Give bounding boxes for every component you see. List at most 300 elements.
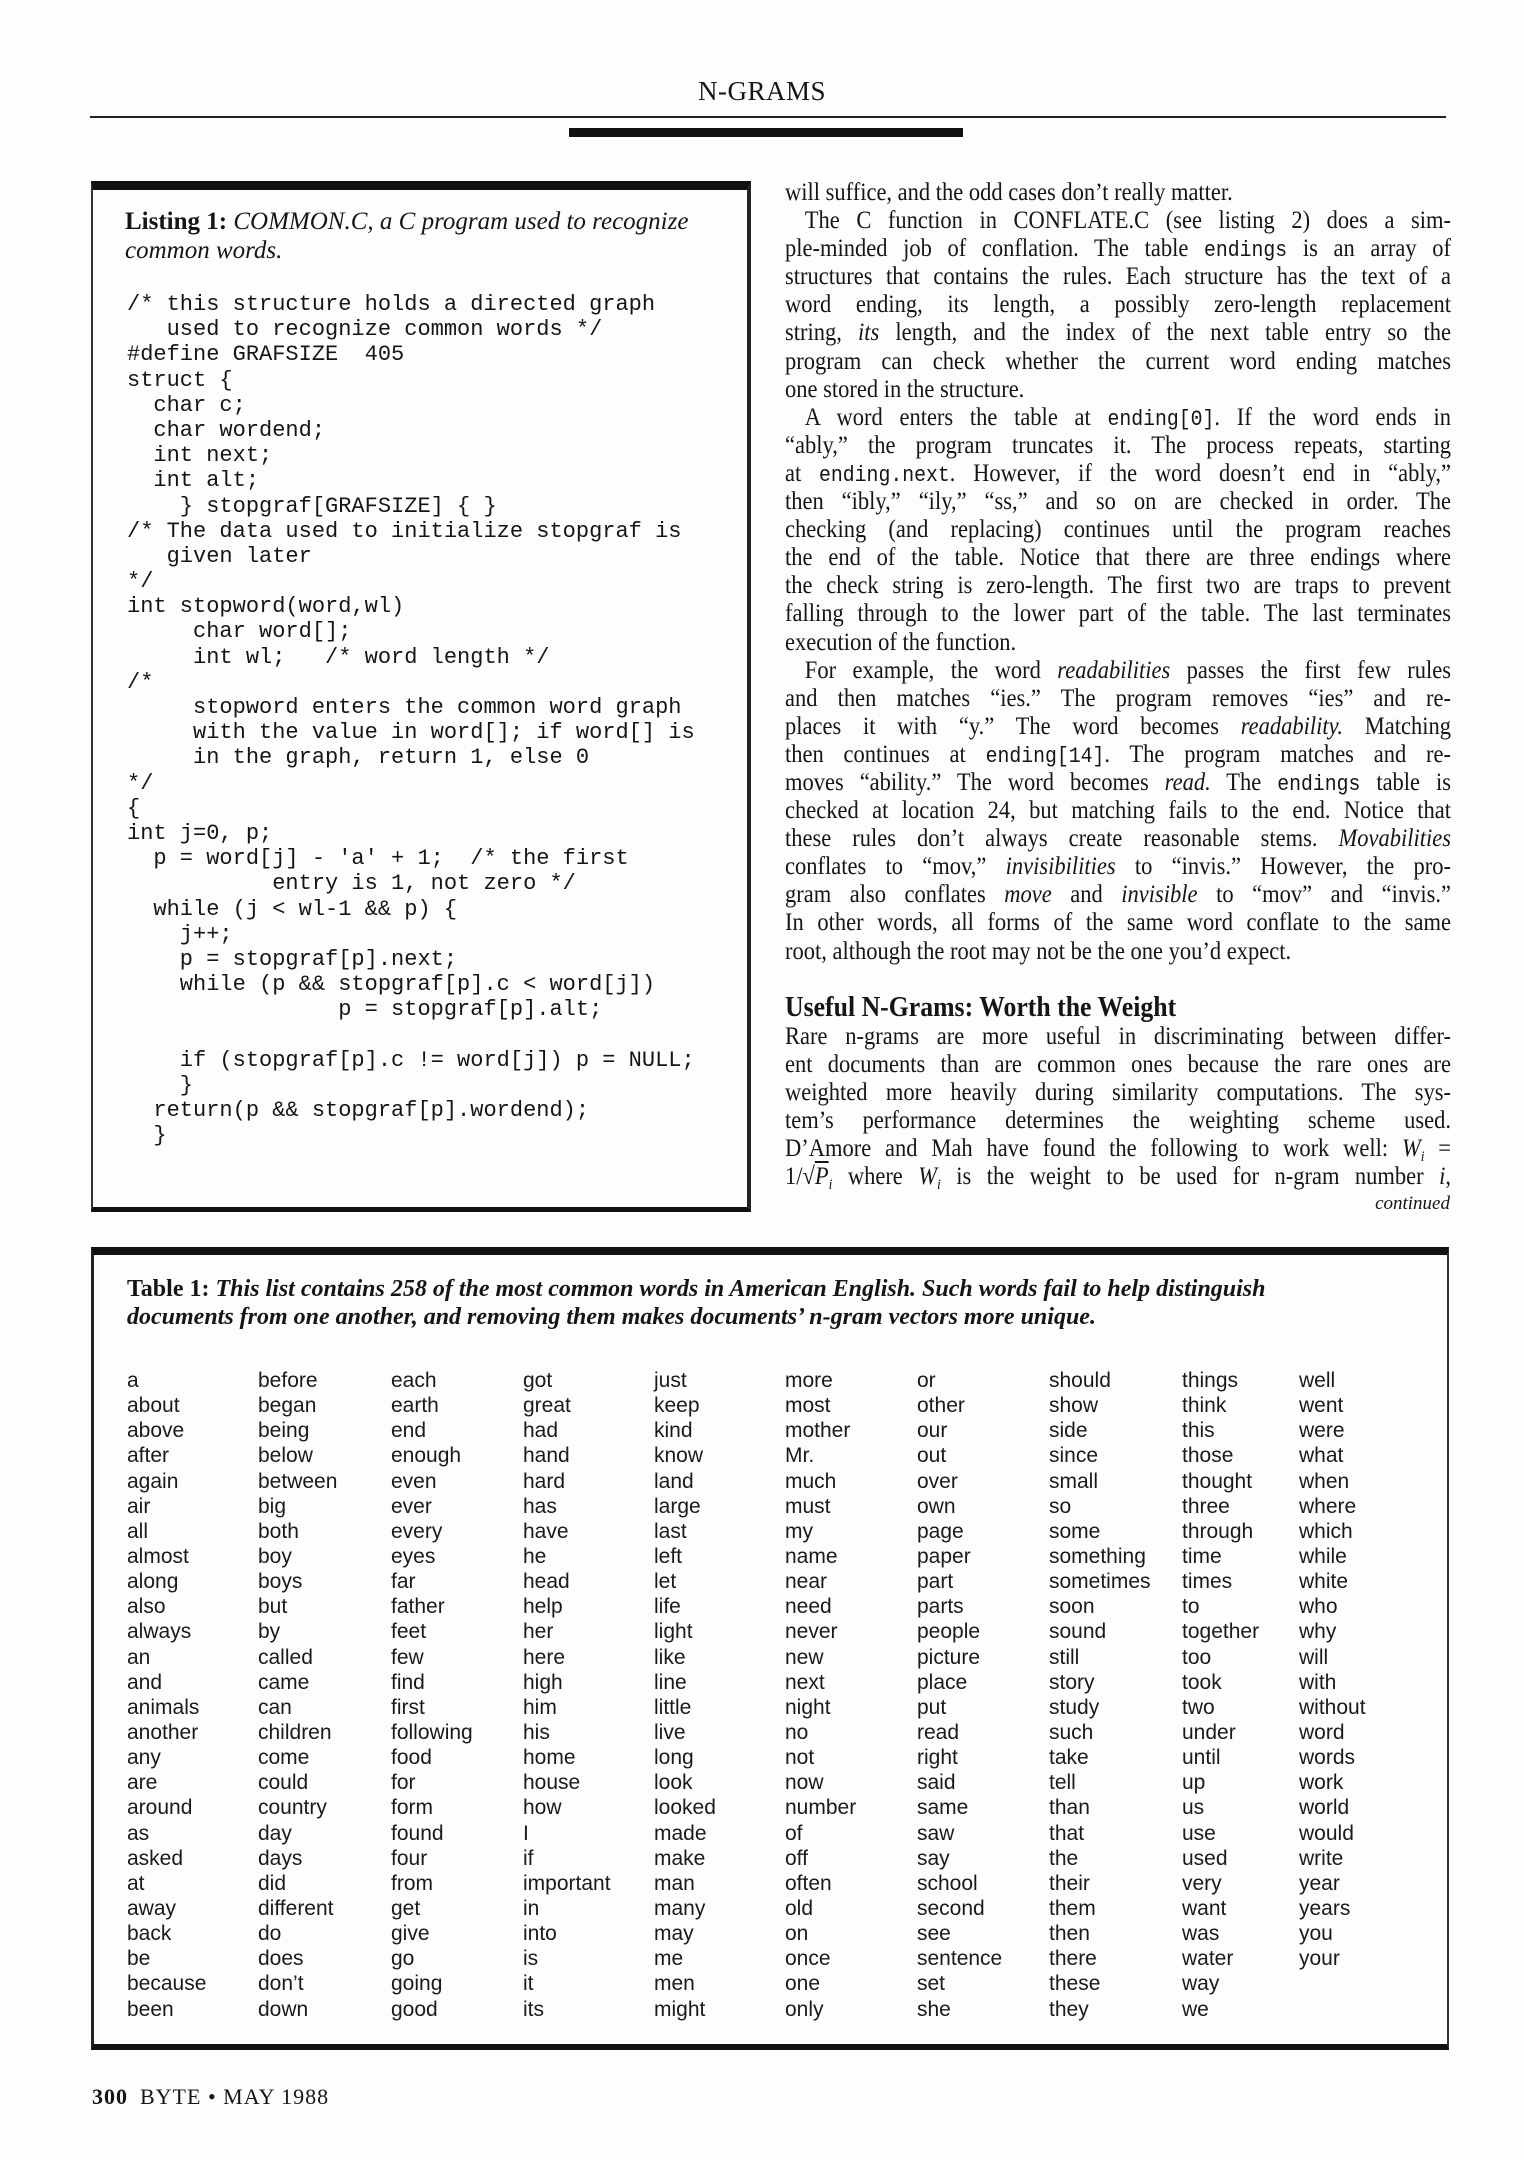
- common-word: when: [1299, 1469, 1350, 1493]
- common-word: called: [258, 1645, 313, 1669]
- radicand: P: [814, 1163, 829, 1191]
- common-word: only: [785, 1997, 824, 2021]
- common-word: set: [917, 1972, 946, 1996]
- text-line: [785, 544, 1451, 572]
- common-word: kind: [654, 1419, 693, 1443]
- code-line: p = stopgraf[p].next;: [127, 946, 458, 972]
- code-listing: [127, 292, 695, 1148]
- code-line: } stopgraf[GRAFSIZE] { }: [127, 493, 497, 519]
- text-line: [785, 769, 1451, 797]
- text-line: [785, 235, 1451, 263]
- common-word: one: [785, 1972, 821, 1996]
- common-word: own: [917, 1494, 956, 1518]
- text-line: [785, 938, 1451, 966]
- common-word: since: [1049, 1444, 1099, 1468]
- common-word: look: [654, 1771, 693, 1795]
- common-word: off: [785, 1846, 808, 1870]
- word-column: [785, 1368, 856, 2022]
- text-run: string,: [785, 319, 859, 347]
- common-word: once: [785, 1947, 831, 1971]
- common-word: thought: [1182, 1469, 1253, 1493]
- common-word: are: [127, 1771, 158, 1795]
- text-run: moves “ability.” The word becomes: [785, 768, 1165, 796]
- text-run: and: [1051, 881, 1122, 909]
- common-word: it: [523, 1972, 534, 1996]
- emphasis: read.: [1164, 768, 1211, 796]
- text-run: one stored in the structure.: [785, 375, 1025, 403]
- text-run: For example, the word: [804, 656, 1058, 684]
- text-line: [785, 404, 1451, 432]
- common-word: sound: [1049, 1620, 1107, 1644]
- common-word: don’t: [258, 1972, 304, 1996]
- text-run: is the weight to be used for n-gram number: [940, 1163, 1440, 1191]
- inline-code: endings: [1277, 771, 1361, 797]
- code-line: /* this structure holds a directed graph: [127, 292, 656, 317]
- text-run: checking (and replacing) continues until the program reaches: [785, 516, 1451, 544]
- common-word: around: [127, 1796, 193, 1820]
- common-word: feet: [391, 1620, 427, 1644]
- subscript: i: [828, 1177, 833, 1194]
- common-word: think: [1182, 1394, 1227, 1418]
- emphasis: invisible: [1121, 881, 1198, 909]
- common-word: why: [1299, 1620, 1337, 1644]
- common-word: much: [785, 1469, 837, 1493]
- common-word: they: [1049, 1997, 1089, 2021]
- text-line: [785, 825, 1451, 853]
- code-line: char word[];: [127, 619, 352, 645]
- common-word: away: [127, 1896, 177, 1920]
- word-column: [1182, 1368, 1259, 2022]
- common-word: them: [1049, 1896, 1096, 1920]
- emphasis: readability.: [1240, 712, 1344, 740]
- common-word: might: [654, 1997, 706, 2021]
- inline-code: ending.next: [819, 462, 950, 488]
- text-line: [785, 179, 1451, 207]
- common-word: being: [258, 1419, 310, 1443]
- common-word: keep: [654, 1394, 700, 1418]
- common-word: well: [1299, 1369, 1336, 1392]
- emphasis: move: [1004, 881, 1052, 909]
- text-line: [785, 685, 1451, 713]
- article-column: [785, 179, 1450, 1217]
- text-line: [785, 207, 1451, 235]
- common-word: again: [127, 1469, 179, 1493]
- common-word: your: [1299, 1947, 1340, 1971]
- common-word: father: [391, 1595, 445, 1619]
- common-word: right: [917, 1746, 958, 1770]
- text-run: . However, if the word doesn’t end in “ably,”: [949, 459, 1451, 487]
- common-word: something: [1049, 1544, 1146, 1568]
- common-word: little: [654, 1695, 692, 1719]
- common-word: men: [654, 1972, 695, 1996]
- common-word: things: [1182, 1369, 1239, 1392]
- common-word: get: [391, 1896, 421, 1920]
- text-line: [785, 1023, 1451, 1051]
- text-run: D’Amore and Mah have found the following to work well:: [785, 1135, 1402, 1162]
- text-run: tem’s performance determines the weighting scheme used.: [785, 1106, 1451, 1134]
- word-column: [391, 1368, 473, 2022]
- text-run: the check string is zero-length. The first two are traps to prevent: [785, 572, 1451, 600]
- common-word: earth: [391, 1394, 439, 1418]
- common-word: if: [523, 1846, 534, 1870]
- common-word: he: [523, 1544, 547, 1568]
- common-word: life: [654, 1595, 681, 1619]
- emphasis: Movabilities: [1338, 825, 1451, 853]
- common-word: almost: [127, 1544, 189, 1568]
- common-word: give: [391, 1922, 430, 1946]
- common-word: some: [1049, 1519, 1101, 1543]
- common-word: take: [1049, 1746, 1089, 1770]
- common-word: side: [1049, 1419, 1088, 1443]
- common-word: but: [258, 1595, 288, 1619]
- code-line: given later: [127, 543, 312, 569]
- table-caption: [127, 1275, 1417, 1331]
- common-word: large: [654, 1494, 701, 1518]
- publication-info: BYTE • MAY 1988: [140, 2084, 330, 2109]
- common-word: next: [785, 1670, 825, 1694]
- text-run: Matching: [1343, 712, 1451, 740]
- common-word: want: [1182, 1896, 1227, 1920]
- common-word: good: [391, 1997, 438, 2021]
- common-word: every: [391, 1519, 443, 1543]
- common-word: or: [917, 1369, 936, 1392]
- common-word: into: [523, 1922, 557, 1946]
- word-column: [523, 1368, 611, 2022]
- common-word: say: [917, 1846, 950, 1870]
- common-word: old: [785, 1896, 814, 1920]
- common-word: left: [654, 1544, 683, 1568]
- common-word: for: [391, 1771, 416, 1795]
- common-word: food: [391, 1746, 432, 1770]
- common-word: last: [654, 1519, 687, 1543]
- code-line: {: [127, 795, 141, 821]
- common-word: read: [917, 1720, 960, 1744]
- common-word: very: [1182, 1871, 1222, 1895]
- common-word: ever: [391, 1494, 432, 1518]
- common-word: soon: [1049, 1595, 1095, 1619]
- common-word: me: [654, 1947, 684, 1971]
- text-line: [785, 797, 1451, 825]
- code-line: char c;: [127, 392, 246, 418]
- common-word: at: [127, 1871, 145, 1895]
- common-word: too: [1182, 1645, 1212, 1669]
- common-word: such: [1049, 1720, 1094, 1744]
- emphasis: W: [918, 1163, 938, 1191]
- text-run: . If the word ends in: [1214, 403, 1452, 431]
- common-word: three: [1182, 1494, 1230, 1518]
- common-word: her: [523, 1620, 554, 1644]
- common-word: study: [1049, 1695, 1100, 1719]
- common-word: air: [127, 1494, 151, 1518]
- common-word: must: [785, 1494, 831, 1518]
- subscript: i: [1420, 1149, 1425, 1165]
- text-run: program can check whether the current word ending matches: [785, 347, 1451, 375]
- code-line: stopword enters the common word graph: [127, 695, 682, 720]
- common-word: is: [523, 1947, 539, 1971]
- common-word: the: [1049, 1846, 1079, 1870]
- code-line: #define GRAFSIZE 405: [127, 342, 405, 368]
- common-word: number: [785, 1796, 857, 1820]
- text-run: these rules don’t always create reasonable stems.: [785, 825, 1339, 853]
- text-line: [785, 853, 1451, 881]
- common-word: can: [258, 1695, 292, 1719]
- code-line: p = word[j] - 'a' + 1; /* the first: [127, 846, 629, 872]
- common-word: often: [785, 1871, 832, 1895]
- text-run: then “ibly,” “ily,” “ss,” and so on are checked in order. The: [785, 488, 1451, 516]
- text-line: [785, 291, 1451, 319]
- header-rule: [90, 116, 1446, 118]
- code-line: while (j < wl-1 && p) {: [127, 896, 458, 922]
- common-word: from: [391, 1871, 433, 1895]
- common-word: than: [1049, 1796, 1090, 1820]
- common-word: have: [523, 1519, 569, 1543]
- common-word: without: [1299, 1695, 1366, 1719]
- common-word: show: [1049, 1394, 1099, 1418]
- common-word: do: [258, 1922, 282, 1946]
- code-line: return(p && stopgraf[p].wordend);: [127, 1098, 590, 1123]
- text-run: ple-minded job of conflation. The table: [785, 235, 1205, 263]
- common-word: his: [523, 1720, 550, 1744]
- common-word: water: [1182, 1947, 1234, 1971]
- common-word: home: [523, 1746, 576, 1770]
- word-column: [654, 1368, 716, 2022]
- text-run: Rare n-grams are more useful in discriminating between differ-: [785, 1022, 1451, 1050]
- word-column: [1049, 1368, 1151, 2022]
- common-word: their: [1049, 1871, 1090, 1895]
- common-word: were: [1299, 1419, 1345, 1443]
- common-word: saw: [917, 1821, 955, 1845]
- text-line: [785, 572, 1451, 600]
- text-line: [785, 1107, 1451, 1135]
- text-line: [785, 1135, 1451, 1163]
- text-run: gram also conflates: [785, 881, 1005, 909]
- common-word: never: [785, 1620, 838, 1644]
- word-column: [127, 1368, 206, 2022]
- code-line: if (stopgraf[p].c != word[j]) p = NULL;: [127, 1047, 695, 1073]
- text-line: [785, 432, 1451, 460]
- common-word: write: [1299, 1846, 1344, 1870]
- text-run: word ending, its length, a possibly zero-length replacement: [785, 291, 1451, 319]
- article-paragraphs: [785, 179, 1450, 966]
- common-word: so: [1049, 1494, 1072, 1518]
- common-word: be: [127, 1947, 151, 1971]
- text-run: the end of the table. Notice that there are three endings where: [785, 544, 1451, 572]
- common-word: more: [785, 1369, 833, 1392]
- common-word: down: [258, 1997, 309, 2021]
- text-run: A word enters the table at: [804, 403, 1108, 431]
- text-line: [785, 1051, 1451, 1079]
- text-line: [785, 1079, 1451, 1107]
- header-bar: [569, 128, 963, 137]
- text-run: “ably,” the program truncates it. The process repeats, starting: [785, 431, 1451, 459]
- common-word: between: [258, 1469, 338, 1493]
- common-word: animals: [127, 1695, 200, 1719]
- emphasis: i: [1439, 1163, 1446, 1191]
- common-word: near: [785, 1570, 828, 1594]
- common-word: another: [127, 1720, 199, 1744]
- common-word: come: [258, 1746, 310, 1770]
- common-word: people: [917, 1620, 981, 1644]
- common-word: line: [654, 1670, 687, 1694]
- common-word: country: [258, 1796, 327, 1820]
- common-word: land: [654, 1469, 694, 1493]
- text-line: [785, 1163, 1451, 1194]
- text-run: then continues at: [785, 740, 986, 768]
- text-line: [785, 263, 1451, 291]
- text-run: ent documents than are common ones because the rare ones are: [785, 1050, 1451, 1078]
- common-word: this: [1182, 1419, 1215, 1443]
- code-line: */: [127, 770, 154, 796]
- text-run: structures that contains the rules. Each structure has the text of a: [785, 263, 1451, 291]
- inline-code: ending[0]: [1107, 406, 1215, 432]
- common-word: mother: [785, 1419, 851, 1443]
- subscript: i: [937, 1177, 941, 1194]
- common-word: over: [917, 1469, 958, 1493]
- text-run: execution of the function.: [785, 628, 1017, 656]
- common-word: there: [1049, 1947, 1097, 1971]
- common-word: find: [391, 1670, 425, 1694]
- common-word: parts: [917, 1595, 964, 1619]
- common-word: enough: [391, 1444, 462, 1468]
- text-line: [785, 713, 1451, 741]
- common-word: light: [654, 1620, 693, 1644]
- common-word: has: [523, 1494, 557, 1518]
- common-word: school: [917, 1871, 978, 1895]
- code-line: int next;: [127, 443, 273, 469]
- text-line: [785, 741, 1451, 769]
- common-word: sometimes: [1049, 1570, 1151, 1594]
- common-word: began: [258, 1394, 317, 1418]
- common-word: may: [654, 1922, 694, 1946]
- text-run: . The program matches and re-: [1104, 740, 1451, 768]
- common-word: sentence: [917, 1947, 1003, 1971]
- common-word: does: [258, 1947, 304, 1971]
- text-line: [785, 488, 1451, 516]
- common-word: that: [1049, 1821, 1085, 1845]
- common-word: what: [1299, 1444, 1344, 1468]
- common-word: an: [127, 1645, 151, 1669]
- text-run: The C function in CONFLATE.C (see listing 2) does a sim-: [804, 207, 1451, 235]
- emphasis: W: [1401, 1135, 1421, 1162]
- text-line: [785, 460, 1451, 488]
- common-word: years: [1299, 1896, 1351, 1920]
- common-word: came: [258, 1670, 310, 1694]
- page-footer: [92, 2084, 329, 2110]
- common-word: eyes: [391, 1544, 436, 1568]
- common-word: second: [917, 1896, 985, 1920]
- common-word: how: [523, 1796, 562, 1820]
- common-word: different: [258, 1896, 334, 1920]
- common-word: see: [917, 1922, 951, 1946]
- common-word: will: [1299, 1645, 1329, 1669]
- text-line: [785, 516, 1451, 544]
- common-word: those: [1182, 1444, 1234, 1468]
- common-word: about: [127, 1394, 180, 1418]
- word-column: [917, 1368, 1002, 2022]
- code-line: }: [127, 1072, 194, 1098]
- code-line: in the graph, return 1, else 0: [127, 745, 590, 771]
- common-word: us: [1182, 1796, 1205, 1820]
- common-word: word: [1299, 1720, 1345, 1744]
- common-word: now: [785, 1771, 824, 1795]
- common-word: let: [654, 1570, 677, 1594]
- common-word: important: [523, 1871, 611, 1895]
- emphasis: its: [858, 319, 880, 347]
- text-run: and then matches “ies.” The program removes “ies” and re-: [785, 684, 1451, 712]
- common-word: times: [1182, 1570, 1233, 1594]
- common-word: man: [654, 1871, 695, 1895]
- common-word: would: [1299, 1821, 1354, 1845]
- running-head: N-GRAMS: [697, 76, 827, 106]
- listing-label: Listing 1:: [125, 208, 228, 235]
- common-word: new: [785, 1645, 824, 1669]
- code-line: /* The data used to initialize stopgraf is: [127, 518, 682, 544]
- common-word: you: [1299, 1922, 1333, 1946]
- common-word: under: [1182, 1720, 1236, 1744]
- code-line: */: [127, 569, 154, 595]
- listing-caption: COMMON.C, a C program used to recognize common words.: [125, 208, 689, 264]
- text-run: at: [785, 459, 820, 487]
- text-line: [785, 657, 1451, 685]
- common-word: most: [785, 1394, 831, 1418]
- text-run: passes the first few rules: [1170, 656, 1451, 684]
- common-word: far: [391, 1570, 416, 1594]
- common-word: with: [1299, 1670, 1337, 1694]
- common-word: asked: [127, 1846, 184, 1870]
- common-word: form: [391, 1796, 433, 1820]
- common-word: work: [1299, 1771, 1344, 1795]
- page-number: 300: [92, 2084, 128, 2109]
- common-word: day: [258, 1821, 292, 1845]
- code-line: [127, 1022, 695, 1047]
- common-word: who: [1299, 1595, 1338, 1619]
- common-word: hard: [523, 1469, 566, 1493]
- text-run: is an array of: [1287, 235, 1451, 263]
- common-word: used: [1182, 1846, 1228, 1870]
- text-run: table is: [1360, 768, 1452, 796]
- text-run: places it with “y.” The word becomes: [785, 712, 1241, 740]
- common-word: looked: [654, 1796, 716, 1820]
- common-word: story: [1049, 1670, 1095, 1694]
- common-word: which: [1299, 1519, 1353, 1543]
- code-line: int j=0, p;: [127, 820, 273, 846]
- common-word: world: [1299, 1796, 1350, 1820]
- emphasis: invisibilities: [1005, 853, 1116, 881]
- common-word: together: [1182, 1620, 1260, 1644]
- code-line: }: [127, 1123, 167, 1149]
- common-word: same: [917, 1796, 969, 1820]
- common-word: both: [258, 1519, 299, 1543]
- common-word: no: [785, 1720, 809, 1744]
- common-word: a: [127, 1369, 139, 1392]
- common-word: said: [917, 1771, 956, 1795]
- common-word: on: [785, 1922, 809, 1946]
- common-word: part: [917, 1570, 954, 1594]
- common-word: these: [1049, 1972, 1101, 1996]
- common-word: in: [523, 1896, 540, 1920]
- common-word: other: [917, 1394, 965, 1418]
- common-word: by: [258, 1620, 281, 1644]
- inline-code: endings: [1204, 238, 1288, 264]
- common-word: above: [127, 1419, 185, 1443]
- common-word: first: [391, 1695, 425, 1719]
- common-word: out: [917, 1444, 947, 1468]
- table-caption-line2: documents from one another, and removing them makes documents’ n-gram vectors more unique.: [127, 1304, 1096, 1330]
- common-word: tell: [1049, 1771, 1076, 1795]
- text-run: The: [1210, 768, 1278, 796]
- common-word: any: [127, 1746, 161, 1770]
- common-word: paper: [917, 1544, 971, 1568]
